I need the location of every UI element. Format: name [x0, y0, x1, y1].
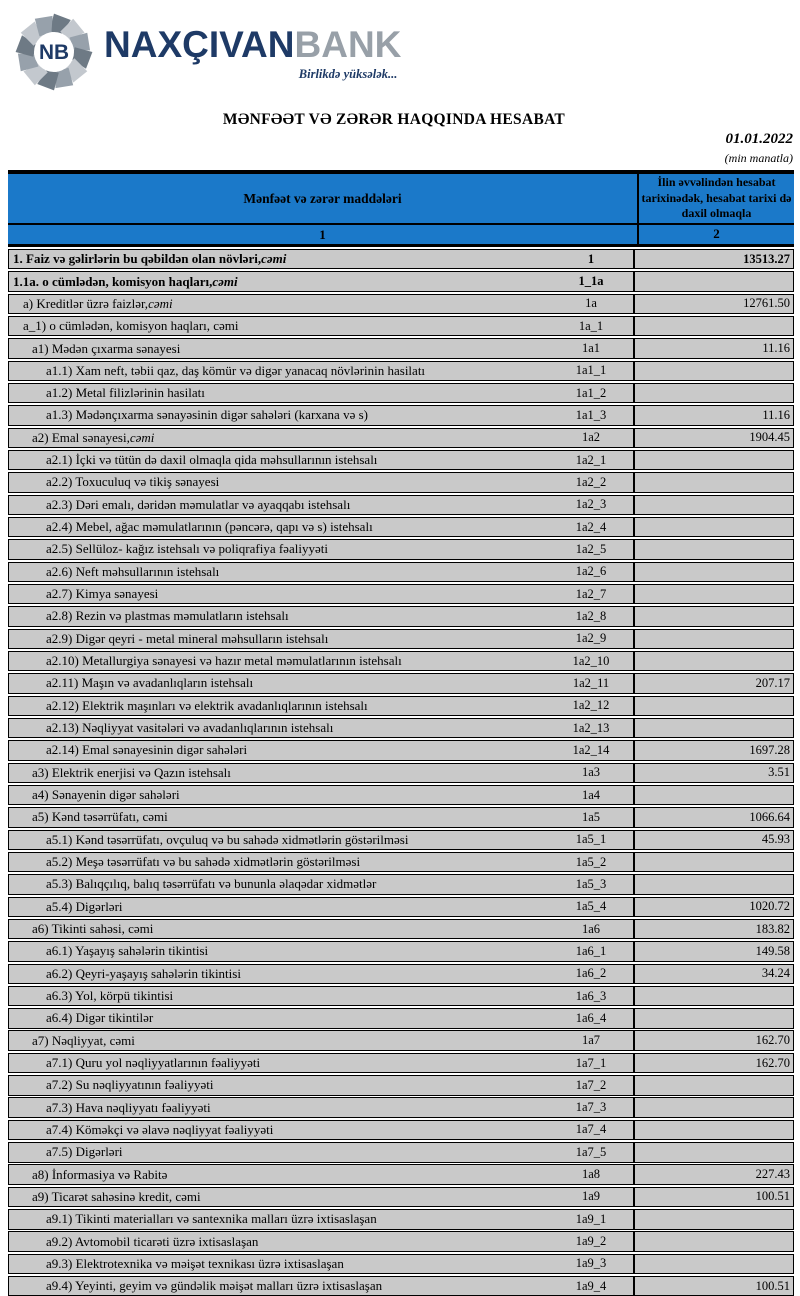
row-value: 183.82 — [633, 920, 793, 938]
table-row — [8, 1097, 794, 1117]
row-code: 1a_1 — [578, 318, 604, 333]
row-label: a5.1) Kənd təsərrüfatı, ovçuluq və bu sahədə xidmətlərin göstərilməsi — [46, 831, 409, 847]
row-code: 1a7_5 — [575, 1144, 607, 1159]
bank-emblem-icon — [14, 12, 94, 92]
row-value — [633, 853, 793, 871]
table-row — [8, 517, 794, 537]
table-row — [8, 584, 794, 604]
row-code: 1a2_4 — [575, 519, 607, 534]
row-label: a2.12) Elektrik maşınları və elektrik avadanlıqlarının istehsalı — [46, 697, 368, 713]
row-label: a9) Ticarət sahəsinə kredit, cəmi — [32, 1188, 201, 1204]
row-value — [633, 1232, 793, 1250]
row-value — [633, 987, 793, 1005]
row-code: 1a2_7 — [575, 586, 607, 601]
report-date: 01.01.2022 — [725, 131, 793, 147]
row-value — [633, 1255, 793, 1273]
row-label: a2.8) Rezin və plastmas məmulatların istehsalı — [46, 608, 289, 624]
table-row — [8, 271, 794, 291]
row-code: 1a6_1 — [575, 943, 607, 958]
table-row — [8, 1254, 794, 1274]
row-code: 1a1_1 — [575, 363, 607, 378]
table-row — [8, 428, 794, 448]
table-row — [8, 294, 794, 314]
row-code: 1a2_1 — [575, 452, 607, 467]
row-code: 1a5_4 — [575, 899, 607, 914]
table-row — [8, 472, 794, 492]
header-items-column: Mənfəət və zərər maddələri — [243, 190, 402, 206]
row-label: a7.4) Köməkçi və əlavə nəqliyyat fəaliyyəti — [46, 1121, 274, 1137]
row-code: 1a7_3 — [575, 1100, 607, 1115]
row-label: a5.3) Balıqçılıq, balıq təsərrüfatı və bununla əlaqədar xidmətlər — [46, 876, 377, 892]
table-row — [8, 361, 794, 381]
row-value — [633, 272, 793, 290]
row-label: a2.14) Emal sənayesinin digər sahələri — [46, 742, 248, 758]
row-label: a8) İnformasiya və Rabitə — [32, 1166, 168, 1182]
row-value — [633, 518, 793, 536]
table-row — [8, 1164, 794, 1184]
row-value — [633, 786, 793, 804]
row-value — [633, 585, 793, 603]
table-row — [8, 539, 794, 559]
bank-logo — [14, 12, 401, 92]
row-code: 1a9_1 — [575, 1211, 607, 1226]
row-value: 149.58 — [633, 942, 793, 960]
column-number-value: 2 — [637, 225, 794, 244]
row-label: a1.2) Metal filizlərinin hasilatı — [46, 385, 205, 401]
row-value — [633, 1143, 793, 1161]
row-value: 34.24 — [633, 965, 793, 983]
row-label: a1.3) Mədənçıxarma sənayəsinin digər sahələri (karxana və s) — [46, 407, 368, 423]
row-label: a2.11) Maşın və avadanlıqların istehsalı — [46, 675, 254, 691]
table-row — [8, 1120, 794, 1140]
table-row — [8, 249, 794, 269]
table-header-row — [8, 174, 794, 225]
row-value — [633, 697, 793, 715]
row-code: 1a2_9 — [575, 631, 607, 646]
row-value: 45.93 — [633, 831, 793, 849]
table-row — [8, 740, 794, 760]
row-label: a7.1) Quru yol nəqliyyatlarının fəaliyyəti — [46, 1055, 261, 1070]
profit-loss-table — [8, 170, 794, 1296]
row-code: 1a6_2 — [575, 966, 607, 981]
row-code: 1a2_5 — [575, 541, 607, 556]
row-value — [633, 362, 793, 380]
table-row — [8, 338, 794, 358]
row-value — [633, 1009, 793, 1027]
row-label: a_1) o cümlədən, komisyon haqları, cəmi — [23, 318, 239, 334]
row-value: 162.70 — [633, 1054, 793, 1072]
row-code: 1a2_10 — [572, 653, 610, 668]
row-code: 1a2_6 — [575, 564, 607, 579]
row-label: a7.2) Su nəqliyyatının fəaliyyəti — [46, 1077, 214, 1093]
table-row — [8, 673, 794, 693]
row-code: 1a2_11 — [572, 675, 610, 690]
row-code: 1a2_12 — [572, 698, 610, 713]
row-value — [633, 1121, 793, 1139]
table-row — [8, 405, 794, 425]
header-value-column: İlin əvvəlindən hesabat tarixinədək, hesabat tarixi də daxil olmaqla — [637, 174, 794, 223]
row-value: 1020.72 — [633, 898, 793, 916]
row-value — [633, 540, 793, 558]
table-row — [8, 830, 794, 850]
row-code: 1a2_13 — [572, 720, 610, 735]
row-label: a2.7) Kimya sənayesi — [46, 586, 159, 602]
bank-slogan: Birlikdə yüksələk... — [298, 67, 398, 81]
row-code: 1a2_8 — [575, 608, 607, 623]
row-value: 11.16 — [633, 339, 793, 357]
row-label: a9.3) Elektrotexnika və məişət texnikası üzrə ixtisaslaşan — [46, 1255, 344, 1271]
row-label: a7.5) Digərləri — [46, 1144, 123, 1160]
row-code: 1 — [587, 251, 595, 266]
row-label: a9.4) Yeyinti, geyim və gündəlik məişət malları üzrə ixtisaslaşan — [46, 1278, 383, 1294]
bank-wordmark — [104, 26, 401, 63]
row-code: 1a6_4 — [575, 1010, 607, 1025]
row-value — [633, 451, 793, 469]
row-code: 1a3 — [581, 765, 601, 780]
row-label: a7) Nəqliyyat, cəmi — [32, 1032, 135, 1048]
row-label: a1) Mədən çıxarma sənayesi — [32, 340, 181, 356]
row-code: 1a5_3 — [575, 876, 607, 891]
row-value: 11.16 — [633, 406, 793, 424]
row-label: 1. Faiz və gəlirlərin bu qəbildən olan növləri, cəmi — [13, 251, 287, 267]
row-code: 1a5_2 — [575, 854, 607, 869]
row-label: a2.9) Digər qeyri - metal mineral məhsulların istehsalı — [46, 630, 329, 646]
row-label: a2) Emal sənayesi, cəmi — [32, 429, 155, 445]
row-code: 1a9_3 — [575, 1256, 607, 1271]
row-label: a2.5) Sellüloz- kağız istehsalı və poliqrafiya fəaliyyəti — [46, 541, 328, 557]
row-value: 1697.28 — [633, 741, 793, 759]
row-label: a1.1) Xam neft, təbii qaz, daş kömür və digər yanacaq növlərinin hasilatı — [46, 362, 426, 378]
table-row — [8, 629, 794, 649]
row-code: 1a6 — [581, 921, 601, 936]
table-row — [8, 763, 794, 783]
row-value — [633, 563, 793, 581]
column-number-items: 1 — [319, 226, 326, 242]
row-label: a6.4) Digər tikintilər — [46, 1010, 154, 1026]
row-code: 1a1_2 — [575, 385, 607, 400]
table-row — [8, 785, 794, 805]
table-column-numbers-row — [8, 225, 794, 247]
table-row — [8, 718, 794, 738]
row-code: 1a4 — [581, 787, 601, 802]
row-label: a2.2) Toxuculuq və tikiş sənayesi — [46, 474, 220, 490]
row-code: 1_1a — [578, 274, 604, 289]
table-row — [8, 807, 794, 827]
table-row — [8, 1008, 794, 1028]
row-value — [633, 630, 793, 648]
row-value — [633, 317, 793, 335]
row-label: 1.1a. o cümlədən, komisyon haqları, cəmi — [13, 273, 238, 289]
row-label: a) Kreditlər üzrə faizlər, cəmi — [23, 295, 173, 311]
table-row — [8, 919, 794, 939]
row-value: 100.51 — [633, 1188, 793, 1206]
table-row — [8, 1030, 794, 1050]
row-label: a3) Elektrik enerjisi və Qazın istehsalı — [32, 764, 231, 780]
row-value: 100.51 — [633, 1277, 793, 1295]
row-value — [633, 607, 793, 625]
table-row — [8, 874, 794, 894]
table-row — [8, 986, 794, 1006]
row-code: 1a2 — [581, 430, 601, 445]
table-row — [8, 1053, 794, 1073]
page-header — [0, 0, 800, 170]
row-label: a7.3) Hava nəqliyyatı fəaliyyəti — [46, 1099, 211, 1115]
row-value: 1066.64 — [633, 808, 793, 826]
row-value: 13513.27 — [633, 250, 793, 268]
row-value — [633, 1076, 793, 1094]
row-value — [633, 719, 793, 737]
row-label: a2.13) Nəqliyyat vasitələri və avadanlıqlarının istehsalı — [46, 720, 334, 736]
row-code: 1a5 — [581, 809, 601, 824]
row-value: 227.43 — [633, 1165, 793, 1183]
row-code: 1a7_2 — [575, 1077, 607, 1092]
row-label: a2.10) Metallurgiya sənayesi və hazır metal məmulatlarının istehsalı — [46, 653, 402, 669]
row-label: a2.1) İçki və tütün də daxil olmaqla qida məhsullarının istehsalı — [46, 452, 378, 468]
bank-name-secondary: BANK — [294, 24, 402, 65]
bank-name-primary: NAXÇIVAN — [104, 24, 295, 65]
report-date-block — [725, 131, 793, 166]
row-label: a9.1) Tikinti materialları və santexnika malları üzrə ixtisaslaşan — [46, 1211, 377, 1227]
row-code: 1a2_2 — [575, 474, 607, 489]
row-code: 1a9_2 — [575, 1234, 607, 1249]
row-code: 1a6_3 — [575, 988, 607, 1003]
row-value: 207.17 — [633, 674, 793, 692]
row-code: 1a2_3 — [575, 497, 607, 512]
row-value: 3.51 — [633, 764, 793, 782]
row-value — [633, 1098, 793, 1116]
table-row — [8, 852, 794, 872]
row-code: 1a9 — [581, 1189, 601, 1204]
row-label: a4) Sənayenin digər sahələri — [32, 787, 180, 803]
table-row — [8, 1276, 794, 1296]
table-row — [8, 316, 794, 336]
row-code: 1a1 — [581, 341, 601, 355]
row-code: 1a8 — [581, 1167, 601, 1182]
table-body — [8, 249, 794, 1296]
row-label: a6) Tikinti sahəsi, cəmi — [32, 921, 154, 937]
table-row — [8, 606, 794, 626]
row-label: a2.3) Dəri emalı, dəridən məmulatlar və ayaqqabı istehsalı — [46, 496, 351, 512]
row-code: 1a7 — [581, 1033, 601, 1048]
table-row — [8, 383, 794, 403]
row-label: a2.4) Mebel, ağac məmulatlarının (pəncərə, qapı və s) istehsalı — [46, 519, 373, 535]
row-value — [633, 875, 793, 893]
row-label: a6.1) Yaşayış sahələrin tikintisi — [46, 943, 209, 959]
table-row — [8, 1075, 794, 1095]
row-code: 1a7_4 — [575, 1122, 607, 1137]
table-row — [8, 964, 794, 984]
row-code: 1a7_1 — [575, 1055, 607, 1070]
table-row — [8, 562, 794, 582]
report-title: MƏNFƏƏT VƏ ZƏRƏR HAQQINDA HESABAT — [222, 111, 566, 128]
row-value: 12761.50 — [633, 295, 793, 313]
table-row — [8, 651, 794, 671]
row-code: 1a1_3 — [575, 407, 607, 422]
table-row — [8, 941, 794, 961]
table-row — [8, 1187, 794, 1207]
row-code: 1a2_14 — [572, 742, 610, 757]
row-value — [633, 496, 793, 514]
table-row — [8, 450, 794, 470]
table-row — [8, 696, 794, 716]
unit-note: (min manatla) — [724, 151, 793, 165]
row-code: 1a — [585, 296, 597, 311]
row-label: a6.3) Yol, körpü tikintisi — [46, 988, 174, 1004]
row-code: 1a9_4 — [575, 1278, 607, 1293]
bank-monogram: NB — [38, 41, 70, 65]
row-label: a9.2) Avtomobil ticarəti üzrə ixtisaslaşan — [46, 1233, 259, 1249]
row-label: a6.2) Qeyri-yaşayış sahələrin tikintisi — [46, 965, 241, 981]
row-label: a5.4) Digərləri — [46, 898, 123, 914]
row-value: 1904.45 — [633, 429, 793, 447]
table-row — [8, 1142, 794, 1162]
table-row — [8, 1231, 794, 1251]
row-value — [633, 652, 793, 670]
table-row — [8, 1209, 794, 1229]
row-value — [633, 384, 793, 402]
row-label: a2.6) Neft məhsullarının istehsalı — [46, 563, 220, 579]
table-row — [8, 495, 794, 515]
row-label: a5) Kənd təsərrüfatı, cəmi — [32, 809, 168, 825]
row-value — [633, 1210, 793, 1228]
row-code: 1a5_1 — [575, 832, 607, 847]
row-value: 162.70 — [633, 1031, 793, 1049]
row-value — [633, 473, 793, 491]
table-row — [8, 897, 794, 917]
row-label: a5.2) Meşə təsərrüfatı və bu sahədə xidmətlərin göstərilməsi — [46, 854, 361, 870]
